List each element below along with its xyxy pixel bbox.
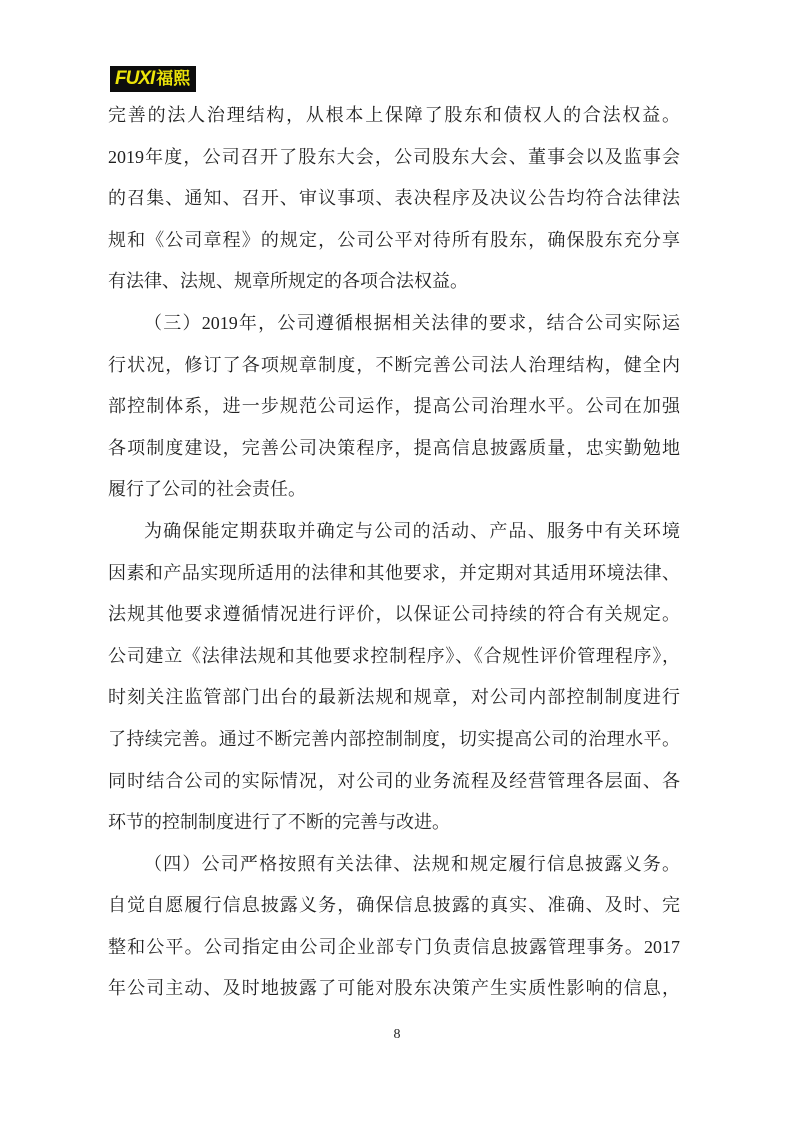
text-line: （四）公司严格按照有关法律、法规和规定履行信息披露义务。 (144, 853, 680, 874)
text-line: 因素和产品实现所适用的法律和其他要求，并定期对其适用环境法律、 (108, 562, 680, 583)
text-line: 各项制度建设，完善公司决策程序，提高信息披露质量，忠实勤勉地 (108, 437, 680, 458)
page-number: 8 (393, 1027, 401, 1042)
text-line: （三）2019年，公司遵循根据相关法律的要求，结合公司实际运 (144, 312, 680, 333)
text-line: 时刻关注监管部门出台的最新法规和规章，对公司内部控制制度进行 (108, 687, 680, 708)
text-line: 完善的法人治理结构，从根本上保障了股东和债权人的合法权益。 (108, 105, 680, 125)
text-line: 法规其他要求遵循情况进行评价，以保证公司持续的符合有关规定。 (108, 604, 680, 625)
text-line: 环节的控制制度进行了不断的完善与改进。 (108, 812, 450, 833)
logo-cjk-text: 福熙 (156, 68, 191, 88)
text-line: 履行了公司的社会责任。 (108, 479, 306, 500)
text-line: 行状况，修订了各项规章制度，不断完善公司法人治理结构，健全内 (108, 354, 680, 375)
text-line: 2019年度，公司召开了股东大会，公司股东大会、董事会以及监事会 (108, 146, 680, 167)
text-line: 为确保能定期获取并确定与公司的活动、产品、服务中有关环境 (144, 520, 680, 541)
text-line: 公司建立《法律法规和其他要求控制程序》、《合规性评价管理程序》， (108, 645, 680, 666)
text-line: 的召集、通知、召开、审议事项、表决程序及决议公告均符合法律法 (108, 188, 680, 209)
text-line: 部控制体系，进一步规范公司运作，提高公司治理水平。公司在加强 (108, 396, 680, 417)
text-line: 自觉自愿履行信息披露义务，确保信息披露的真实、准确、及时、完 (108, 895, 680, 916)
text-line: 规和《公司章程》的规定，公司公平对待所有股东，确保股东充分享 (108, 229, 680, 250)
logo-latin-text: FUXI (115, 67, 155, 89)
body-text (108, 95, 680, 1010)
text-line: 整和公平。公司指定由公司企业部专门负责信息披露管理事务。2017 (108, 936, 680, 957)
fuxi-logo (110, 66, 196, 92)
text-line: 有法律、法规、规章所规定的各项合法权益。 (108, 271, 468, 292)
text-line: 了持续完善。通过不断完善内部控制制度，切实提高公司的治理水平。 (108, 728, 680, 749)
text-line: 同时结合公司的实际情况，对公司的业务流程及经营管理各层面、各 (108, 770, 680, 791)
text-line: 年公司主动、及时地披露了可能对股东决策产生实质性影响的信息， (108, 978, 680, 999)
